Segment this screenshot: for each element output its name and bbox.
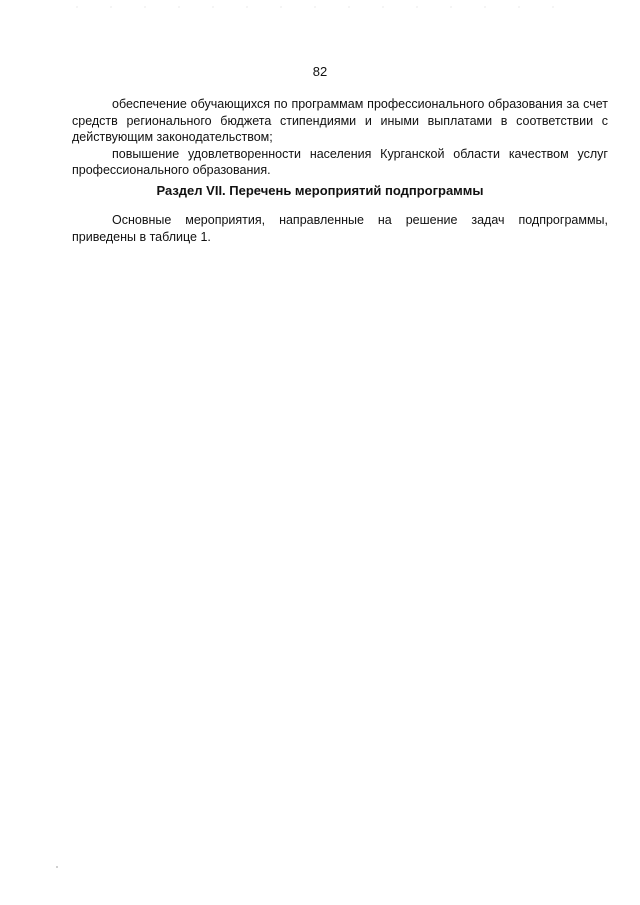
scan-artifact bbox=[60, 6, 580, 8]
section-heading: Раздел VII. Перечень мероприятий подпрограммы bbox=[156, 183, 484, 198]
text-block-measures bbox=[72, 212, 608, 245]
text-block-goals bbox=[72, 96, 608, 179]
paragraph-main-measures: Основные мероприятия, направленные на решение задач подпрограммы, приведены в таблице 1. bbox=[72, 213, 608, 244]
paragraph-satisfaction: повышение удовлетворенности населения Курганской области качеством услуг профессионального образования. bbox=[72, 146, 608, 177]
paragraph-scholarships: обеспечение обучающихся по программам профессионального образования за счет средств регионального бюджета стипендиями и иными выплатами в соответствии с действующим законодательством; bbox=[72, 97, 608, 144]
page-number: 82 bbox=[312, 64, 328, 79]
scan-artifact bbox=[56, 866, 58, 868]
